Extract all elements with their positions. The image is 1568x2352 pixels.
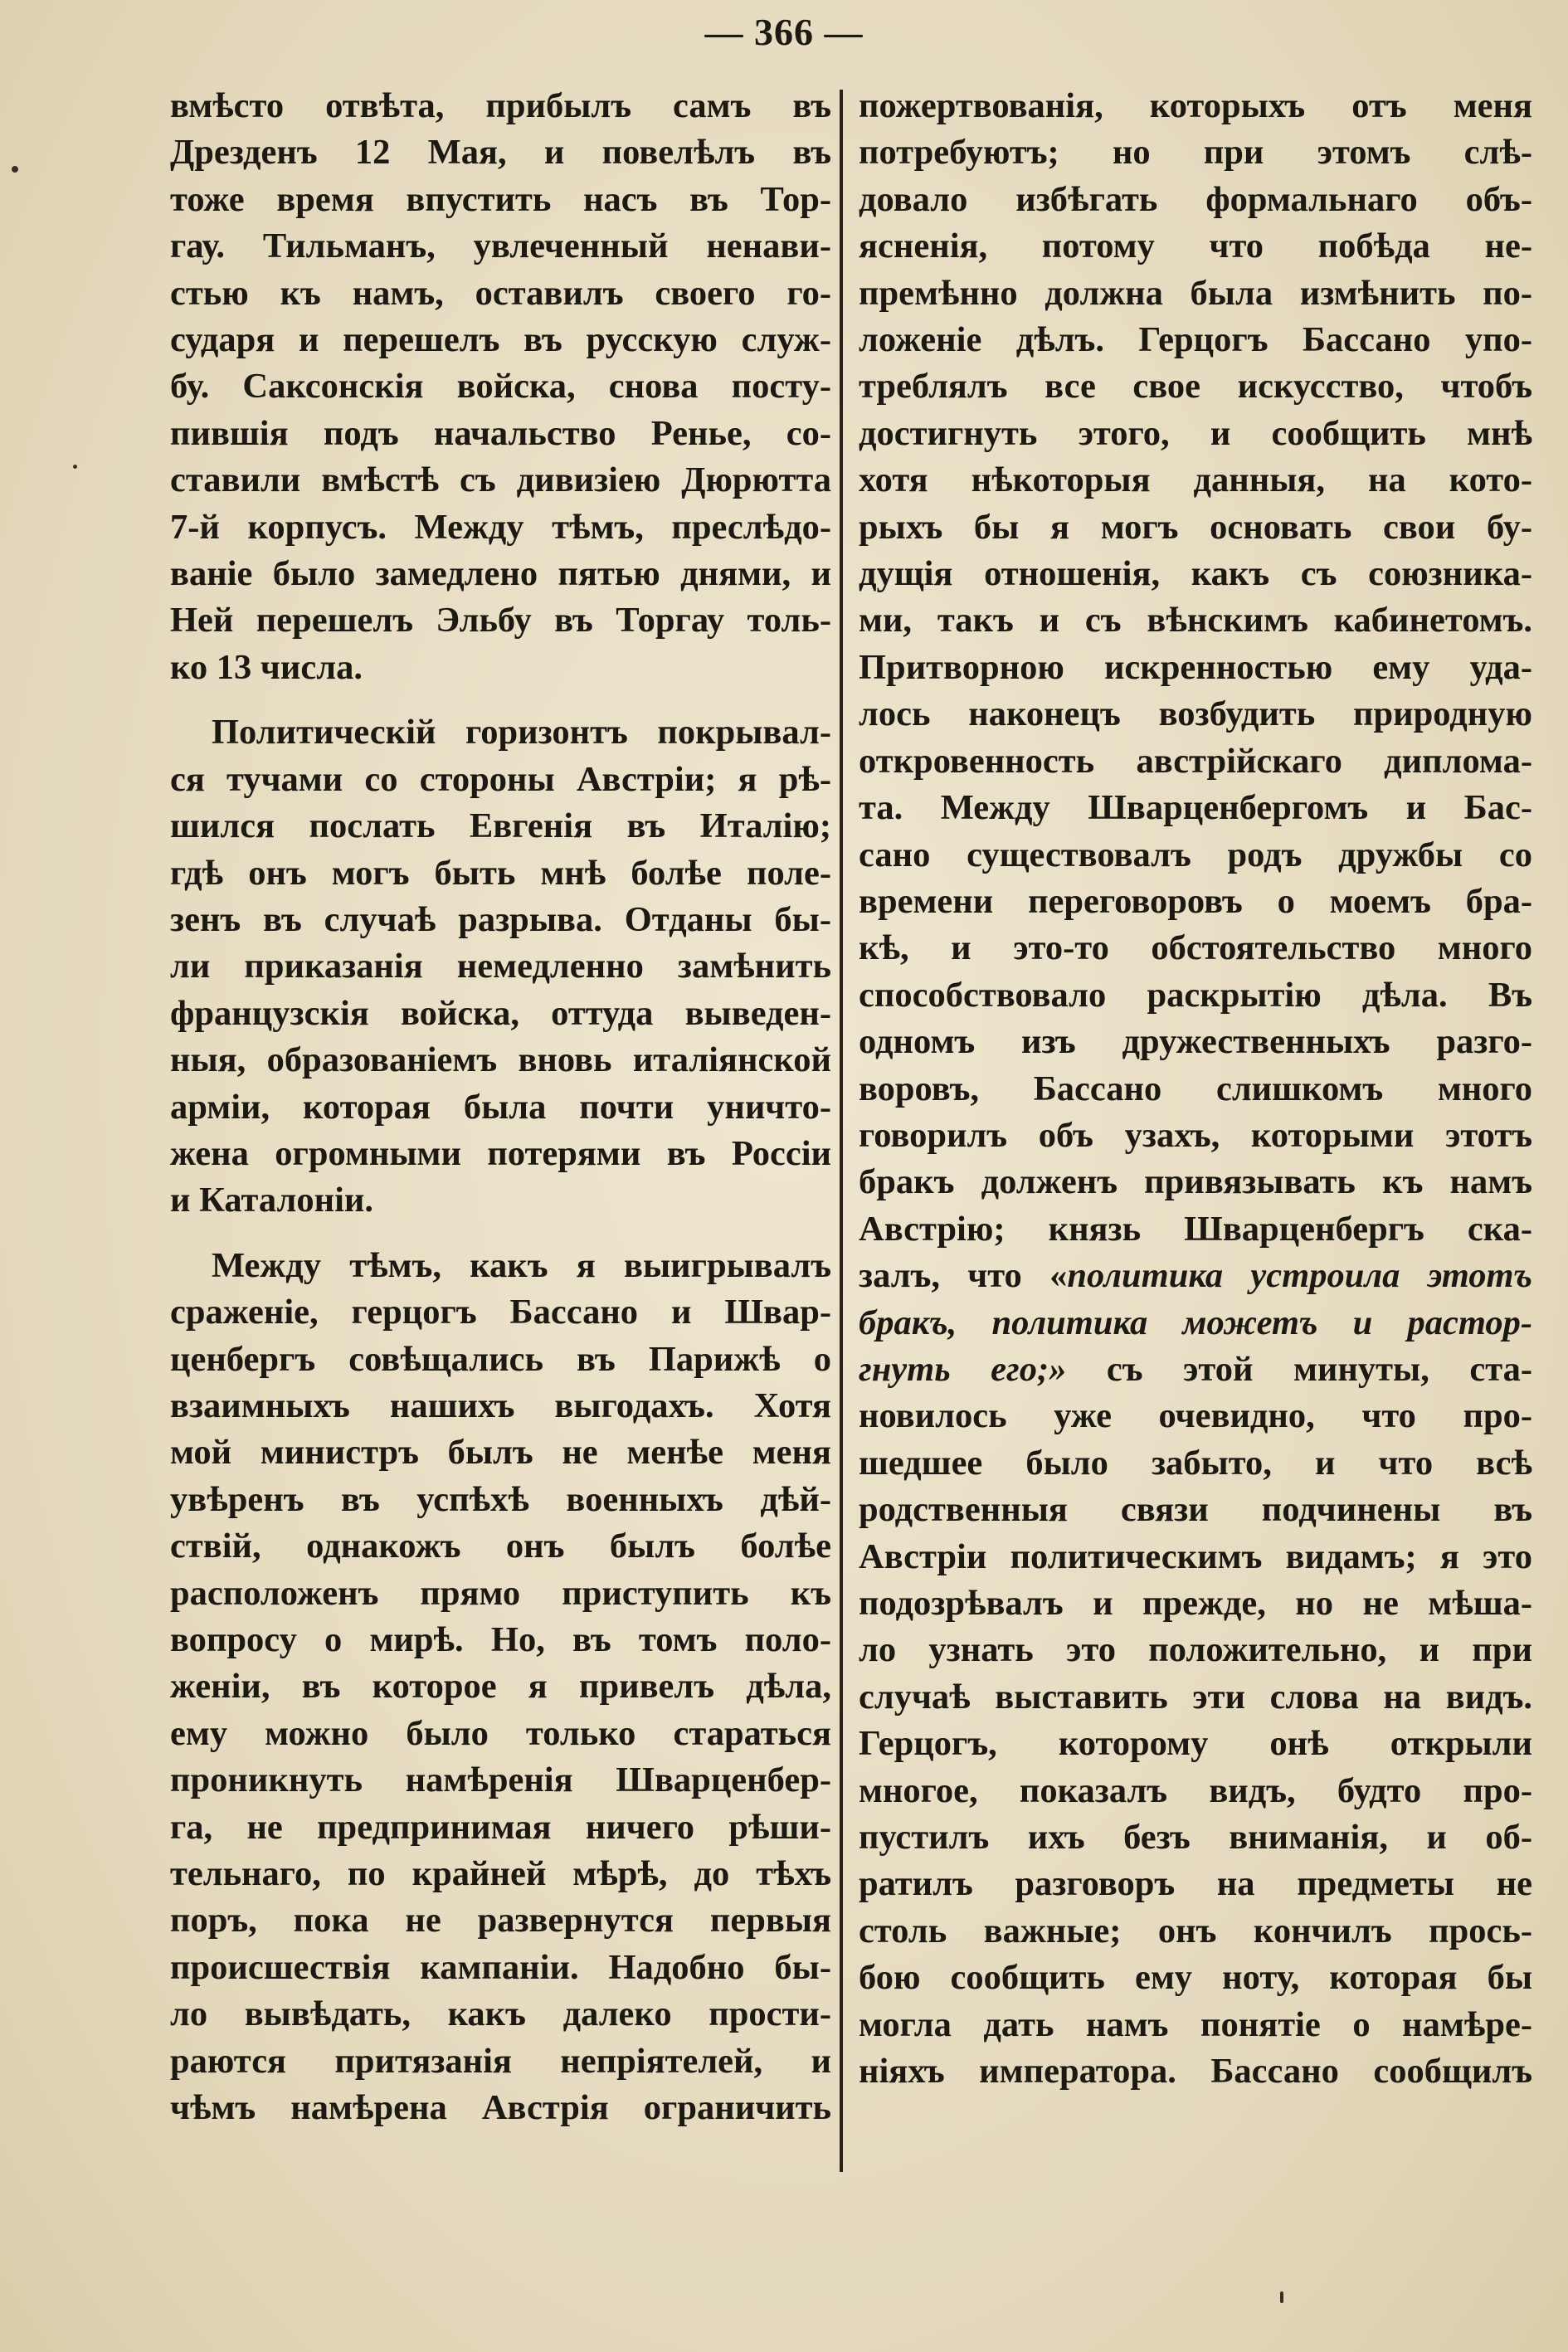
text-line: лось наконецъ возбудить природную <box>859 694 1532 734</box>
text-line: случаѣ выставить эти слова на видъ. <box>859 1677 1532 1717</box>
text-line: Политическій горизонтъ покрывал- <box>212 713 831 752</box>
text-line: потребуютъ; но при этомъ слѣ- <box>859 133 1532 173</box>
text-line: ко 13 числа. <box>170 647 363 687</box>
text-line: Ней перешелъ Эльбу въ Торгау толь- <box>170 601 831 640</box>
text-line: чѣмъ намѣрена Австрія ограничить <box>170 2088 831 2128</box>
text-line: шился послать Евгенія въ Италію; <box>170 806 831 846</box>
text-line: достигнуть этого, и сообщить мнѣ <box>859 413 1532 453</box>
page-speck <box>73 465 77 469</box>
text-line: подозрѣвалъ и прежде, но не мѣша- <box>859 1584 1532 1623</box>
text-line: ложеніе дѣлъ. Герцогъ Бассано упо- <box>859 320 1532 360</box>
text-line: Австрію; князь Шварценбергъ ска- <box>859 1209 1532 1249</box>
text-line: увѣренъ въ успѣхѣ военныхъ дѣй- <box>170 1479 831 1519</box>
text-line: взаимныхъ нашихъ выгодахъ. Хотя <box>170 1385 831 1425</box>
text-line: вопросу о мирѣ. Но, въ томъ поло- <box>170 1620 831 1659</box>
text-line: ему можно было только стараться <box>170 1713 831 1753</box>
text-line: тоже время впустить насъ въ Тор- <box>170 179 831 219</box>
text-line: Герцогъ, которому онѣ открыли <box>859 1724 1532 1764</box>
text-line: арміи, которая была почти уничто- <box>170 1087 831 1127</box>
text-line: ствій, однакожъ онъ былъ болѣе <box>170 1527 831 1566</box>
text-line: пустилъ ихъ безъ вниманія, и об- <box>859 1818 1532 1858</box>
text-line: тельнаго, по крайней мѣрѣ, до тѣхъ <box>170 1854 831 1894</box>
page-speck <box>1280 2291 1283 2303</box>
text-line: мой министръ былъ не менѣе меня <box>170 1433 831 1473</box>
text-line: происшествія кампаніи. Надобно бы- <box>170 1947 831 1987</box>
text-line: рыхъ бы я могъ основать свои бу- <box>859 507 1532 547</box>
text-line: одномъ изъ дружественныхъ разго- <box>859 1022 1532 1062</box>
page-number: — 366 — <box>704 11 864 53</box>
text-line: раются притязанія непріятелей, и <box>170 2041 831 2081</box>
left-column <box>170 83 831 2174</box>
text-line: бою сообщить ему ноту, которая бы <box>859 1958 1532 1998</box>
text-line quote-line: залъ, что «политика устроила этотъ <box>859 1256 1532 1296</box>
text-line: способствовало раскрытію дѣла. Въ <box>859 975 1532 1015</box>
text-line: воровъ, Бассано слишкомъ много <box>859 1069 1532 1108</box>
text-line: ло узнать это положительно, и при <box>859 1630 1532 1670</box>
text-line: та. Между Шварценбергомъ и Бас- <box>859 788 1532 828</box>
text-line: Австріи политическимъ видамъ; я это <box>859 1536 1532 1576</box>
text-line: многое, показалъ видъ, будто про- <box>859 1770 1532 1810</box>
text-line: родственныя связи подчинены въ <box>859 1490 1532 1530</box>
text-line: Притворною искренностью ему уда- <box>859 647 1532 687</box>
text-line: вмѣсто отвѣта, прибылъ самъ въ <box>170 86 831 125</box>
text-line: гау. Тильманъ, увлеченный ненави- <box>170 226 831 266</box>
text-line: ныя, образованіемъ вновь италіянской <box>170 1040 831 1080</box>
text-line: проникнуть намѣренія Шварценбер- <box>170 1760 831 1800</box>
text-line: расположенъ прямо приступить къ <box>170 1573 831 1613</box>
text-line: времени переговоровъ о моемъ бра- <box>859 881 1532 921</box>
text-line: хотя нѣкоторыя данныя, на кото- <box>859 460 1532 500</box>
right-column <box>859 83 1532 2174</box>
text-line: поръ, пока не развернутся первыя <box>170 1901 831 1941</box>
text-line: откровенность австрійскаго диплома- <box>859 741 1532 781</box>
text-line: ясненія, потому что побѣда не- <box>859 226 1532 266</box>
text-line: сударя и перешелъ въ русскую служ- <box>170 320 831 360</box>
quote-text: гнуть его;» <box>859 1349 1067 1389</box>
text-line: столь важные; онъ кончилъ прось- <box>859 1911 1532 1950</box>
page-speck <box>12 166 18 173</box>
text-line: ніяхъ императора. Бассано сообщилъ <box>859 2052 1532 2091</box>
text-line: французскія войска, оттуда выведен- <box>170 993 831 1033</box>
text-line: новилось уже очевидно, что про- <box>859 1396 1532 1436</box>
text-line: 7-й корпусъ. Между тѣмъ, преслѣдо- <box>170 507 831 547</box>
text-line: Дрезденъ 12 Мая, и повелѣлъ въ <box>170 133 831 173</box>
text-line: сано существовалъ родъ дружбы со <box>859 835 1532 874</box>
text-line: га, не предпринимая ничего рѣши- <box>170 1807 831 1847</box>
text-line: пожертвованія, которыхъ отъ меня <box>859 86 1532 125</box>
text-line: Между тѣмъ, какъ я выигрывалъ <box>212 1245 831 1285</box>
text-line quote-line: гнуть его;» съ этой минуты, ста- <box>859 1349 1532 1389</box>
quote-text: политика устроила этотъ <box>1067 1256 1532 1296</box>
text-line: ваніе было замедлено пятью днями, и <box>170 554 831 594</box>
text-line: ми, такъ и съ вѣнскимъ кабинетомъ. <box>859 601 1532 640</box>
text-line: довало избѣгать формальнаго объ- <box>859 179 1532 219</box>
text-line: кѣ, и это-то обстоятельство много <box>859 928 1532 968</box>
text-line: шедшее было забыто, и что всѣ <box>859 1443 1532 1483</box>
text-line: бракъ долженъ привязывать къ намъ <box>859 1162 1532 1202</box>
text-line: женіи, въ которое я привелъ дѣла, <box>170 1667 831 1707</box>
text-line: ся тучами со стороны Австріи; я рѣ- <box>170 759 831 799</box>
text-line: говорилъ объ узахъ, которыми этотъ <box>859 1115 1532 1155</box>
quote-open: « <box>1049 1256 1068 1296</box>
column-divider <box>840 90 843 2172</box>
text-line: гдѣ онъ могъ быть мнѣ болѣе поле- <box>170 853 831 893</box>
text-line: жена огромными потерями въ Россіи <box>170 1133 831 1173</box>
text-line: могла дать намъ понятіе о намѣре- <box>859 2004 1532 2044</box>
text-line: ло вывѣдать, какъ далеко прости- <box>170 1994 831 2034</box>
text-line: ставили вмѣстѣ съ дивизіею Дюрютта <box>170 460 831 500</box>
text-line: пившія подъ начальство Ренье, со- <box>170 413 831 453</box>
text-line: ценбергъ совѣщались въ Парижѣ о <box>170 1339 831 1379</box>
text-line: дущія отношенія, какъ съ союзника- <box>859 554 1532 594</box>
text-line: ли приказанія немедленно замѣнить <box>170 947 831 986</box>
text-line: сраженіе, герцогъ Бассано и Швар- <box>170 1293 831 1332</box>
text-line: премѣнно должна была измѣнить по- <box>859 273 1532 313</box>
text-line quote-line: бракъ, политика можетъ и растор- <box>859 1303 1532 1342</box>
text-line: и Каталоніи. <box>170 1181 374 1220</box>
text-line: треблялъ все свое искусство, чтобъ <box>859 367 1532 407</box>
text-line: стью къ намъ, оставилъ своего го- <box>170 273 831 313</box>
text-line: бу. Саксонскія войска, снова посту- <box>170 367 831 407</box>
text-line: ратилъ разговоръ на предметы не <box>859 1864 1532 1904</box>
text-line: зенъ въ случаѣ разрыва. Отданы бы- <box>170 899 831 939</box>
